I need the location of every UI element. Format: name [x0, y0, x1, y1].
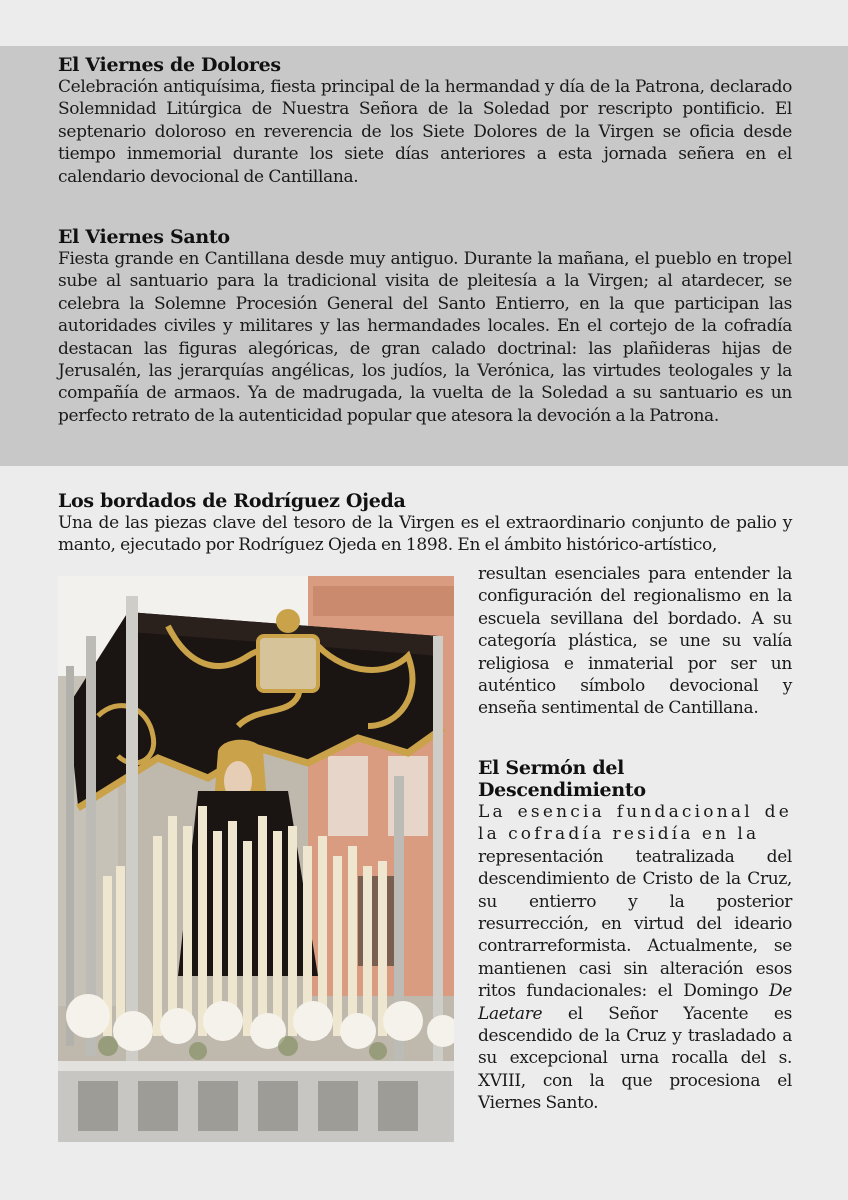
section-viernes-de-dolores — [58, 54, 792, 188]
section-body — [478, 846, 792, 1115]
section-body-part-b: el Señor Yacente es descendido de la Cruz y trasladado a su excepcional urna rocalla del s. XVIII, con la que procesiona el Viernes Santo. — [478, 1003, 792, 1114]
section-body: Una de las piezas clave del tesoro de la Virgen es el extraordinario conjunto de palio y manto, ejecutado por Rodríguez Ojeda en 1898. En el ámbito histórico-artístico, — [58, 513, 792, 556]
procession-photo-icon — [58, 576, 454, 1142]
section-body-continued: resultan esenciales para entender la configuración del regionalismo en la escuela sevillana del bordado. A su categoría plástica, se une su valía religiosa e inmaterial por ser un auténtico símbolo devocional y enseña sentimental de Cantillana. — [478, 564, 792, 719]
section-title: El Sermón del Descendimiento — [478, 757, 646, 801]
section-sermon-descendimiento — [478, 757, 792, 1115]
section-title: El Viernes Santo — [58, 226, 230, 248]
bordados-column-text — [478, 563, 792, 720]
section-body: Fiesta grande en Cantillana desde muy antiguo. Durante la mañana, el pueblo en tropel sube al santuario para la tradicional visita de pleitesía a la Virgen; al atardecer, se celebra la Solemne Procesión General del Santo Entierro, en la que participan las autoridades civiles y militares y las hermandades locales. En el cortejo de la cofradía destacan las figuras alegóricas, de gran calado doctrinal: las plañideras hijas de Jerusalén, las jerarquías angélicas, los judíos, la Verónica, las virtudes teologales y la compañía de armaos. Ya de madrugada, la vuelta de la Soledad a su santuario es un perfecto retrato de la autenticidad popular que atesora la devoción a la Patrona. — [58, 249, 792, 426]
section-body-spaced: La esencia fundacional de la cofradía residía en la — [478, 802, 792, 845]
section-bordados — [58, 490, 792, 557]
section-body-part-a: representación teatralizada del descendimiento de Cristo de la Cruz, su entierro y la posterior resurrección, en virtud del ideario contrarreformista. Actualmente, se mantienen casi sin alteración esos ritos fundacionales: el Domingo — [478, 846, 792, 1002]
section-body: Celebración antiquísima, fiesta principal de la hermandad y día de la Patrona, declarado Solemnidad Litúrgica de Nuestra Señora de la Soledad por rescripto pontificio. El septenario doloroso en reverencia de los Siete Dolores de la Virgen se oficia desde tiempo inmemorial durante los siete días anteriores a esta jornada señera en el calendario devocional de Cantillana. — [58, 77, 792, 187]
section-body-italic: De Laetare — [478, 981, 792, 1024]
section-title: El Viernes de Dolores — [58, 54, 281, 76]
section-title: Los bordados de Rodríguez Ojeda — [58, 490, 406, 512]
section-viernes-santo — [58, 226, 792, 427]
